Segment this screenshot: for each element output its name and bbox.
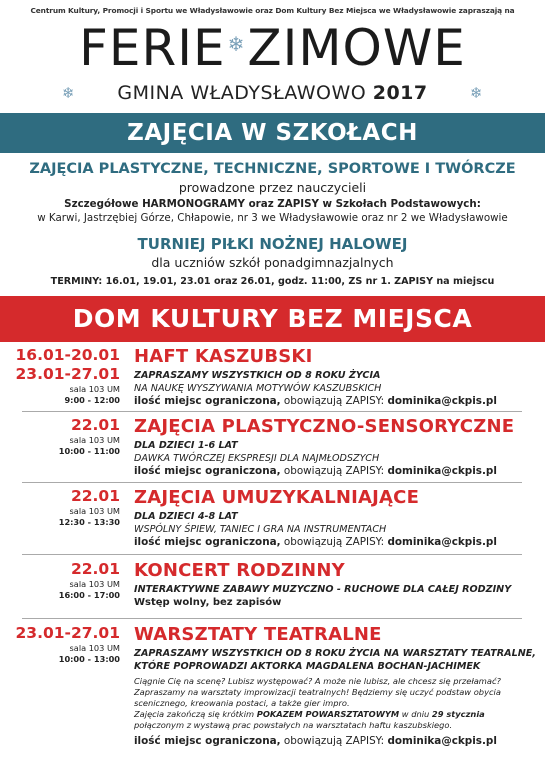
schools-places: w Karwi, Jastrzębiej Górze, Chłapowie, nr 3 we Władysławowie oraz nr 2 we Władysławowie <box>37 212 508 224</box>
registration-line: ilość miejsc ograniczona, obowiązują ZAPISY: dominika@ckpis.pl <box>134 735 497 747</box>
tournament-terms: TERMINY: 16.01, 19.01, 23.01 oraz 26.01, godz. 11:00, ZS nr 1. ZAPISY na miejscu <box>50 276 495 287</box>
tournament-for: dla uczniów szkół ponadgimnazjalnych <box>151 255 394 270</box>
event-dates: 16.01-20.01 23.01-27.01 sala 103 UM 9:00 - 12:00 <box>15 346 120 405</box>
schools-band: ZAJĘCIA W SZKOŁACH <box>0 113 545 153</box>
registration-line: ilość miejsc ograniczona, obowiązują ZAPISY: dominika@ckpis.pl <box>134 536 497 548</box>
title-word-1: FERIE <box>79 19 226 77</box>
event-title: ZAJĘCIA UMUZYKALNIAJĄCE <box>134 487 420 508</box>
event-title: WARSZTATY TEATRALNE <box>134 624 382 645</box>
event-body: KONCERT RODZINNY INTERAKTYWNE ZABAWY MUZYCZNO - RUCHOWE DLA CAŁEJ RODZINY Wstęp wolny, bez zapisów <box>134 560 539 609</box>
event-dates: 22.01 sala 103 UM 12:30 - 13:30 <box>58 487 120 527</box>
registration-line: ilość miejsc ograniczona, obowiązują ZAPISY: dominika@ckpis.pl <box>134 465 497 477</box>
subtitle-text: GMINA WŁADYSŁAWOWO <box>117 82 367 104</box>
schools-details: Szczegółowe HARMONOGRAMY oraz ZAPISY w Szkołach Podstawowych: <box>64 198 481 210</box>
divider <box>22 411 522 412</box>
schools-heading: ZAJĘCIA PLASTYCZNE, TECHNICZNE, SPORTOWE I TWÓRCZE <box>29 161 516 177</box>
title-word-2: ZIMOWE <box>247 19 466 77</box>
email-link[interactable]: dominika@ckpis.pl <box>387 465 497 477</box>
event-title: ZAJĘCIA PLASTYCZNO-SENSORYCZNE <box>134 416 515 437</box>
poster-title <box>0 17 545 75</box>
divider <box>22 618 522 619</box>
event-dates: 23.01-27.01 sala 103 UM 10:00 - 13:00 <box>15 624 120 664</box>
event-body: WARSZTATY TEATRALNE ZAPRASZAMY WSZYSTKICH OD 8 ROKU ŻYCIA NA WARSZTATY TEATRALNE, KTÓRE POPROWADZI AKTORKA MAGDALENA BOCHAN-JACHIMEK Ciągnie Cię na scenę? Lubisz występować? A może nie lubisz, ale chcesz się przełamać? Zapraszamy na warsztaty improwizacji teatralnych! Będziemy się uczyć podstaw obycia scenicznego, kreowania postaci, a także gier impro. Zajęcia zakończą się krótkim POKAZEM POWARSZTATOWYM w dniu 29 stycznia połączonym z wystawą prac powstałych na warsztatach haftu kaszubskiego. ilość miejsc ograniczona, obowiązują ZAPISY: dominika@ckpis.pl <box>134 624 539 748</box>
schools-by: prowadzone przez nauczycieli <box>178 180 367 195</box>
email-link[interactable]: dominika@ckpis.pl <box>387 395 497 407</box>
snowflake-icon: ❄ <box>227 32 246 56</box>
event-description: Ciągnie Cię na scenę? Lubisz występować? A może nie lubisz, ale chcesz się przełamać? Zapraszamy na warsztaty improwizacji teatralnych! Będziemy się uczyć podstaw obycia scenicznego, kreowania postaci, a także gier impro. Zajęcia zakończą się krótkim POKAZEM POWARSZTATOWYM w dniu 29 stycznia połączonym z wystawą prac powstałych na warsztatach haftu kaszubskiego. <box>134 676 501 730</box>
email-link[interactable]: dominika@ckpis.pl <box>387 536 497 548</box>
poster-subtitle <box>0 81 545 105</box>
event-body: ZAJĘCIA UMUZYKALNIAJĄCE DLA DZIECI 4-8 LAT WSPÓLNY ŚPIEW, TANIEC I GRA NA INSTRUMENTACH ilość miejsc ograniczona, obowiązują ZAPISY: dominika@ckpis.pl <box>134 487 539 549</box>
event-title: HAFT KASZUBSKI <box>134 346 313 367</box>
intro-text: Centrum Kultury, Promocji i Sportu we Władysławowie oraz Dom Kultury Bez Miejsca we Władysławowie zapraszają na <box>30 6 515 15</box>
event-body: ZAJĘCIA PLASTYCZNO-SENSORYCZNE DLA DZIECI 1-6 LAT DAWKA TWÓRCZEJ EKSPRESJI DLA NAJMŁODSZYCH ilość miejsc ograniczona, obowiązują ZAPISY: dominika@ckpis.pl <box>134 416 539 478</box>
event-title: KONCERT RODZINNY <box>134 560 345 581</box>
divider <box>22 482 522 483</box>
subtitle-year: 2017 <box>372 82 428 104</box>
event-body: HAFT KASZUBSKI ZAPRASZAMY WSZYSTKICH OD 8 ROKU ŻYCIA NA NAUKĘ WYSZYWANIA MOTYWÓW KASZUBSKICH ilość miejsc ograniczona, obowiązują ZAPISY: dominika@ckpis.pl <box>134 346 539 408</box>
divider <box>22 554 522 555</box>
snowflake-icon: ❄ <box>470 84 483 102</box>
email-link[interactable]: dominika@ckpis.pl <box>387 735 497 747</box>
event-dates: 22.01 sala 103 UM 16:00 - 17:00 <box>58 560 120 600</box>
tournament-heading: TURNIEJ PIŁKI NOŻNEJ HALOWEJ <box>137 235 408 253</box>
event-dates: 22.01 sala 103 UM 10:00 - 11:00 <box>58 416 120 456</box>
dom-kultury-band: DOM KULTURY BEZ MIEJSCA <box>0 296 545 342</box>
registration-line: ilość miejsc ograniczona, obowiązują ZAPISY: dominika@ckpis.pl <box>134 395 497 407</box>
snowflake-icon: ❄ <box>62 84 75 102</box>
